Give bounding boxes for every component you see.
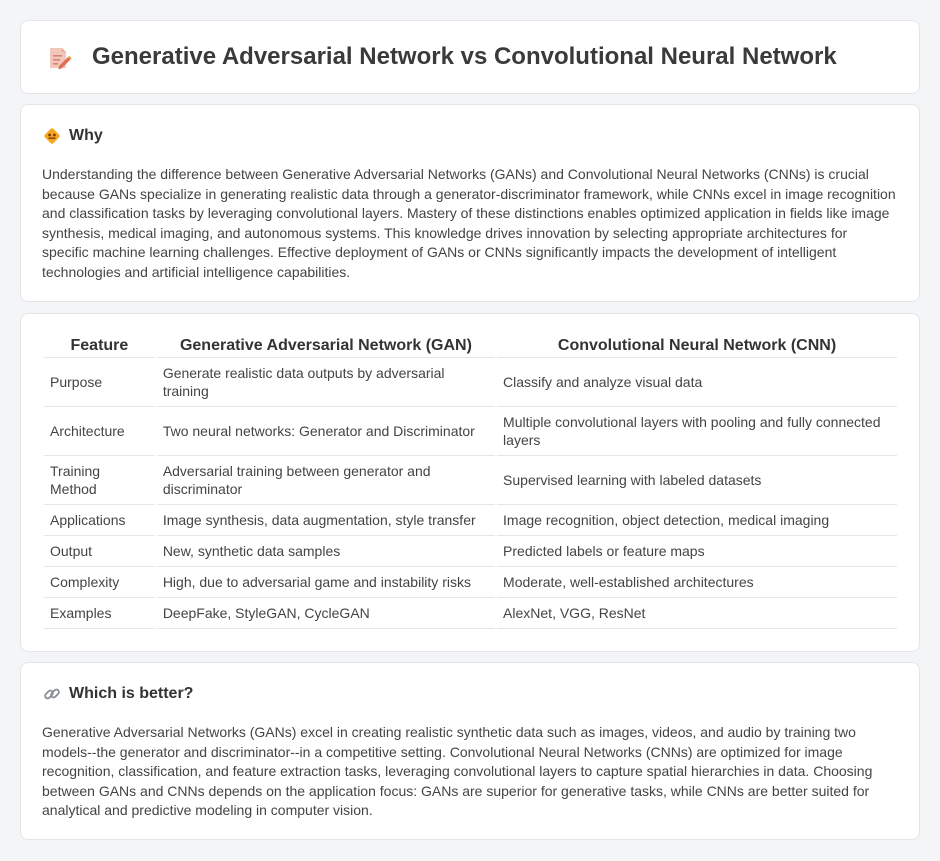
table-cell: AlexNet, VGG, ResNet [497, 598, 897, 629]
link-icon [43, 685, 61, 703]
table-row [44, 358, 897, 407]
column-header: Feature [44, 334, 155, 358]
table-cell: DeepFake, StyleGAN, CycleGAN [157, 598, 495, 629]
page-title: Generative Adversarial Network vs Convolutional Neural Network [92, 43, 837, 70]
better-text: Generative Adversarial Networks (GANs) excel in creating realistic synthetic data such as images, videos, and audio by training two models--the generator and discriminator--in a competitive setting. Convolutional Neural Networks (CNNs) are optimized for image recognition, classification, and feature extraction tasks, leveraging convolutional layers to capture spatial hierarchies in data. Choosing between GANs and CNNs depends on the application focus: GANs are superior for generative tasks, while CNNs are better suited for analytical and predictive modeling in computer vision. [42, 724, 873, 819]
diamond-sign-icon [43, 127, 61, 145]
comparison-card [20, 313, 920, 652]
table-row [44, 407, 897, 456]
table-row [44, 567, 897, 598]
table-cell: Applications [44, 505, 155, 536]
table-cell: Training Method [44, 456, 155, 505]
table-row [44, 598, 897, 629]
table-row [44, 536, 897, 567]
why-heading [43, 127, 103, 145]
table-cell: Architecture [44, 407, 155, 456]
table-cell: Classify and analyze visual data [497, 358, 897, 407]
table-cell: Examples [44, 598, 155, 629]
table-row [44, 505, 897, 536]
why-title: Why [69, 127, 103, 144]
table-cell: Adversarial training between generator and discriminator [157, 456, 495, 505]
table-cell: Complexity [44, 567, 155, 598]
why-card [20, 104, 920, 302]
table-cell: High, due to adversarial game and instability risks [157, 567, 495, 598]
column-header: Generative Adversarial Network (GAN) [157, 334, 495, 358]
table-header-row [44, 334, 897, 358]
better-title: Which is better? [69, 685, 194, 702]
why-text: Understanding the difference between Generative Adversarial Networks (GANs) and Convolutional Neural Networks (CNNs) is crucial because GANs specialize in generating realistic data through a generator-discriminator framework, while CNNs excel in image recognition and classification tasks by leveraging convolutional layers. Mastery of these distinctions enables optimized application in fields like image synthesis, medical imaging, and autonomous systems. This knowledge drives innovation by selecting appropriate architectures for specific machine learning challenges. Effective deployment of GANs or CNNs significantly impacts the development of intelligent technologies and artificial intelligence capabilities. [42, 166, 896, 280]
table-cell: Two neural networks: Generator and Discriminator [157, 407, 495, 456]
table-cell: Multiple convolutional layers with pooling and fully connected layers [497, 407, 897, 456]
table-cell: Moderate, well-established architectures [497, 567, 897, 598]
table-cell: Output [44, 536, 155, 567]
comparison-table [42, 334, 899, 629]
table-cell: Image recognition, object detection, medical imaging [497, 505, 897, 536]
table-cell: Purpose [44, 358, 155, 407]
table-cell: Supervised learning with labeled datasets [497, 456, 897, 505]
column-header: Convolutional Neural Network (CNN) [497, 334, 897, 358]
table-cell: New, synthetic data samples [157, 536, 495, 567]
header-card [20, 20, 920, 94]
better-card [20, 662, 920, 840]
table-cell: Image synthesis, data augmentation, style transfer [157, 505, 495, 536]
table-cell: Generate realistic data outputs by adversarial training [157, 358, 495, 407]
better-heading [43, 685, 193, 703]
table-cell: Predicted labels or feature maps [497, 536, 897, 567]
document-edit-icon [46, 45, 72, 71]
table-row [44, 456, 897, 505]
